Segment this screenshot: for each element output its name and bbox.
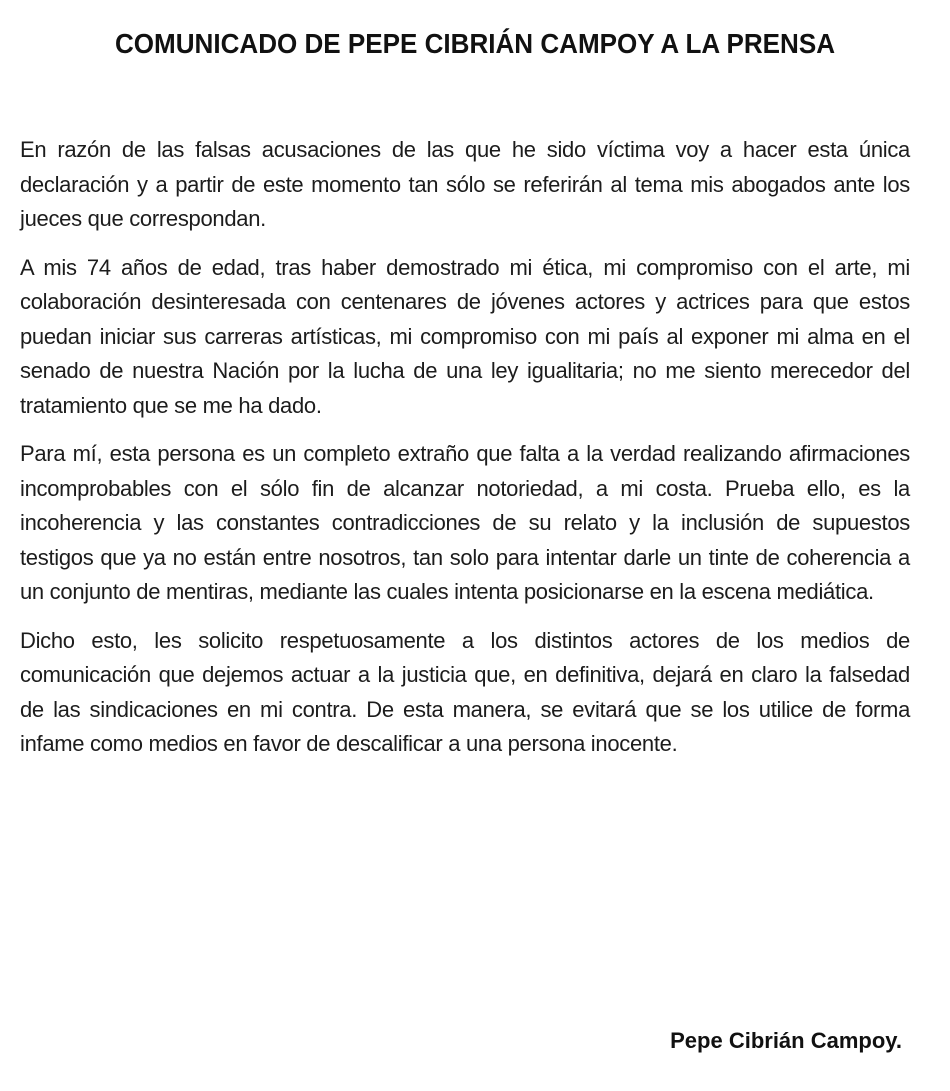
paragraph-request: Dicho esto, les solicito respetuosamente a los distintos actores de los medios de comunicación que dejemos actuar a la justicia que, en definitiva, dejará en claro la falsedad de las sindicaciones en mi contra. De esta manera, se evitará que se los utilice de forma infame como medios en favor de descalificar a una persona inocente. [20, 627, 910, 756]
paragraph-intro: En razón de las falsas acusaciones de las que he sido víctima voy a hacer esta única declaración y a partir de este momento tan sólo se referirán al tema mis abogados ante los jueces que correspondan. [20, 137, 910, 231]
paragraph-background: A mis 74 años de edad, tras haber demostrado mi ética, mi compromiso con el arte, mi colaboración desinteresada con centenares de jóvenes actores y actrices para que estos puedan iniciar sus carreras artísticas, mi compromiso con mi país al exponer mi alma en el senado de nuestra Nación por la lucha de una ley igualitaria; no me siento merecedor del tratamiento que se me ha dado. [20, 254, 910, 418]
document-title: COMUNICADO DE PEPE CIBRIÁN CAMPOY A LA PRENSA [114, 28, 836, 59]
signature: Pepe Cibrián Campoy. [670, 1028, 902, 1053]
paragraph-accuser: Para mí, esta persona es un completo extraño que falta a la verdad realizando afirmaciones incomprobables con el sólo fin de alcanzar notoriedad, a mi costa. Prueba ello, es la incoherencia y las constantes contradicciones de su relato y la inclusión de supuestos testigos que ya no están entre nosotros, tan solo para intentar darle un tinte de coherencia a un conjunto de mentiras, mediante las cuales intenta posicionarse en la escena mediática. [20, 441, 910, 604]
document-body [20, 133, 910, 776]
